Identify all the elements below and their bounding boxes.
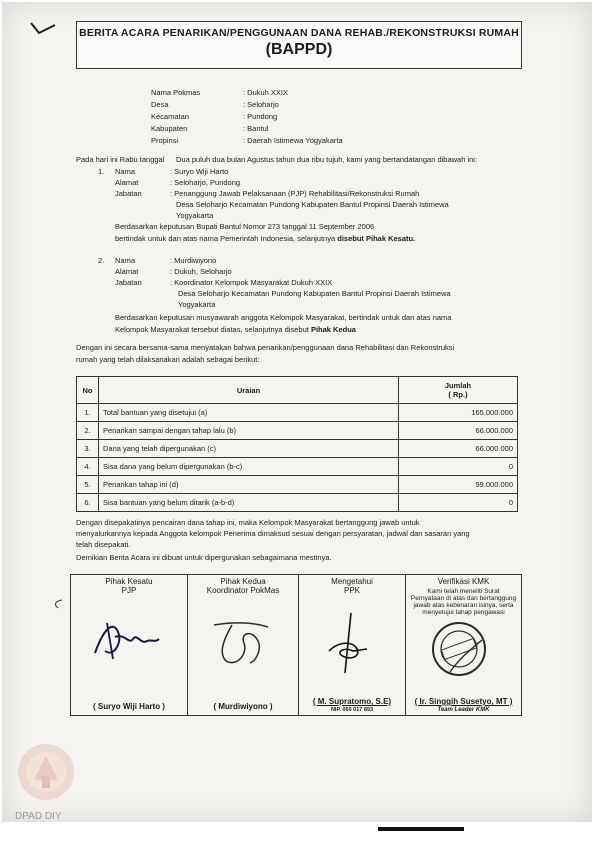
identity-label: Kabupaten <box>151 124 188 133</box>
field-label: Jabatan <box>115 278 142 287</box>
closing-line: menyalurkannya kepada Anggota kelompok Penerima dimaksud sesuai dengan persyaratan, jadwal dan sasaran yang <box>76 529 470 538</box>
statement-line: Dengan ini secara bersama-sama menyatakan bahwa penarikan/penggunaan dana Rehabilitasi dan Rekonstruksi <box>76 343 455 352</box>
appointment-basis: bertindak untuk dan atas nama Pemerintah Indonesia, selanjutnya disebut Pihak Kesatu. <box>115 234 416 243</box>
signer-role: Koordinator PokMas <box>206 586 280 595</box>
row-number: 6. <box>77 494 99 512</box>
party-number: 1. <box>98 167 105 176</box>
row-description: Sisa bantuan yang belum ditarik (a-b-d) <box>99 494 399 512</box>
table-row <box>77 422 518 440</box>
handwritten-signature <box>85 615 171 665</box>
watermark-text: DPAD DIY <box>15 811 62 822</box>
margin-mark <box>50 598 64 610</box>
fund-table <box>76 376 518 512</box>
row-amount: 165.000.000 <box>399 404 518 422</box>
identity-value: : Seloharjo <box>243 100 279 109</box>
field-value: : Penanggung Jawab Pelaksanaan (PJP) Rehabilitasi/Rekonstruksi Rumah <box>170 189 420 198</box>
field-label: Alamat <box>115 267 139 276</box>
party-designation: Pihak Kedua <box>310 325 356 334</box>
verification-note: jawab atas kebenaran isinya, serta <box>413 602 514 609</box>
identity-value: : Daerah Istimewa Yogyakarta <box>243 136 343 145</box>
row-description: Penarikan sampai dengan tahap lalu (b) <box>99 422 399 440</box>
appointment-basis: Kelompok Masyarakat tersebut diatas, selanjutnya disebut Pihak Kedua <box>115 325 356 334</box>
signer-nip: NIP. 050 017 893 <box>330 707 374 713</box>
signature-block-ppk <box>299 575 406 716</box>
table-row <box>77 440 518 458</box>
table-row <box>77 476 518 494</box>
row-amount: 0 <box>399 458 518 476</box>
row-description: Total bantuan yang disetujui (a) <box>99 404 399 422</box>
row-description: Sisa dana yang belum dipergunakan (b-c) <box>99 458 399 476</box>
verification-note: Kami telah meneliti Surat <box>427 588 500 595</box>
intro-text: Dua puluh dua bulan Agustus tahun dua ribu tujuh, kami yang bertandatangan dibawah ini: <box>176 155 478 164</box>
signer-name: ( Murdiwiyono ) <box>213 702 273 711</box>
identity-label: Nama Pokmas <box>151 88 201 97</box>
field-value: : Dukuh, Seloharjo <box>170 267 232 276</box>
identity-value: : Bantul <box>243 124 269 133</box>
row-number: 1. <box>77 404 99 422</box>
row-amount: 66.000.000 <box>399 440 518 458</box>
field-value-cont: Yogyakarta <box>176 211 214 220</box>
closing-line: telah disepakati. <box>76 540 131 549</box>
column-header-jumlah: Jumlah ( Rp.) <box>399 377 518 404</box>
document-title: BERITA ACARA PENARIKAN/PENGGUNAAN DANA REHAB./REKONSTRUKSI RUMAH <box>79 27 519 39</box>
signer-title: Pihak Kedua <box>220 577 266 586</box>
identity-value: : Pundong <box>243 112 278 121</box>
row-amount: 0 <box>399 494 518 512</box>
bottom-bar <box>378 827 464 831</box>
column-header-uraian: Uraian <box>99 377 399 404</box>
closing-line: Dengan disepakatinya pencairan dana tahap ini, maka Kelompok Masyarakat bertanggung jawab untuk <box>76 518 420 527</box>
signer-title: Mengetahui <box>331 577 373 586</box>
identity-label: Kecamatan <box>151 112 189 121</box>
signer-name: ( M. Supratomo, S.E) NIP. 050 017 893 <box>301 697 403 706</box>
table-row <box>77 494 518 512</box>
table-row <box>77 404 518 422</box>
field-value: : Suryo Wiji Harto <box>170 167 229 176</box>
identity-value: : Dukuh XXIX <box>243 88 289 97</box>
verification-note: Pernyataan di atas dan bertanggung <box>410 595 517 602</box>
identity-label: Propinsi <box>151 136 179 145</box>
row-number: 5. <box>77 476 99 494</box>
verification-note: menyetujui tahap pengawasi <box>422 609 505 616</box>
field-label: Nama <box>115 167 136 176</box>
table-header-row <box>77 377 518 404</box>
field-value-cont: Desa Seloharjo Kecamatan Pundong Kabupaten Bantul Propinsi Daerah Istimewa <box>178 289 451 298</box>
row-number: 2. <box>77 422 99 440</box>
signer-name: ( Ir. Singgih Susetyo, MT ) Team Leader KMK <box>408 697 519 706</box>
handwritten-signature <box>323 611 373 675</box>
appointment-basis: Berdasarkan keputusan musyawarah anggota Kelompok Masyarakat, bertindak untuk dan atas nama <box>115 313 452 322</box>
column-header-no: No <box>77 377 99 404</box>
row-description: Dana yang telah dipergunakan (c) <box>99 440 399 458</box>
signer-role: PJP <box>121 586 137 595</box>
signer-role: PPK <box>343 586 360 595</box>
row-number: 3. <box>77 440 99 458</box>
field-value-cont: Desa Seloharjo Kecamatan Pundong Kabupaten Bantul Propinsi Daerah Istimewa <box>176 200 449 209</box>
closing-line: Demikian Berita Acara ini dibuat untuk dipergunakan sebagaimana mestinya. <box>76 553 332 562</box>
row-description: Penarikan tahap ini (d) <box>99 476 399 494</box>
official-stamp <box>430 620 488 678</box>
signer-title: Pihak Kesatu <box>105 577 153 586</box>
handwritten-signature <box>206 619 276 669</box>
signer-title: Verifikasi KMK <box>437 577 490 586</box>
field-label: Nama <box>115 256 136 265</box>
document-abbreviation: (BAPPD) <box>265 41 333 58</box>
signer-name: ( Suryo Wiji Harto ) <box>93 702 165 711</box>
party-designation: disebut Pihak Kesatu. <box>337 234 416 243</box>
dpad-emblem-watermark <box>14 740 78 804</box>
field-value: : Seloharjo, Pundong <box>170 178 241 187</box>
field-label: Jabatan <box>115 189 142 198</box>
table-row <box>77 458 518 476</box>
signer-role: Team Leader KMK <box>437 707 490 713</box>
intro-prefix: Pada hari ini Rabu tanggal <box>76 155 165 164</box>
party-number: 2. <box>98 256 105 265</box>
row-amount: 66.000.000 <box>399 422 518 440</box>
appointment-basis: Berdasarkan keputusan Bupati Bantul Nomor 273 tanggal 11 September 2006 <box>115 222 375 231</box>
field-value-cont: Yogyakarta <box>178 300 216 309</box>
statement-line: rumah yang telah dilaksanakan adalah sebagai berikut: <box>76 355 260 364</box>
row-amount: 99.000.000 <box>399 476 518 494</box>
signature-block-pihak-kesatu <box>71 575 188 716</box>
corner-mark <box>30 20 56 38</box>
field-label: Alamat <box>115 178 139 187</box>
identity-label: Desa <box>151 100 169 109</box>
title-box <box>76 21 522 69</box>
row-number: 4. <box>77 458 99 476</box>
field-value: : Murdiwiyono <box>170 256 217 265</box>
signature-block-pihak-kedua <box>188 575 299 716</box>
field-value: : Koordinator Kelompok Masyarakat Dukuh XXIX <box>170 278 333 287</box>
